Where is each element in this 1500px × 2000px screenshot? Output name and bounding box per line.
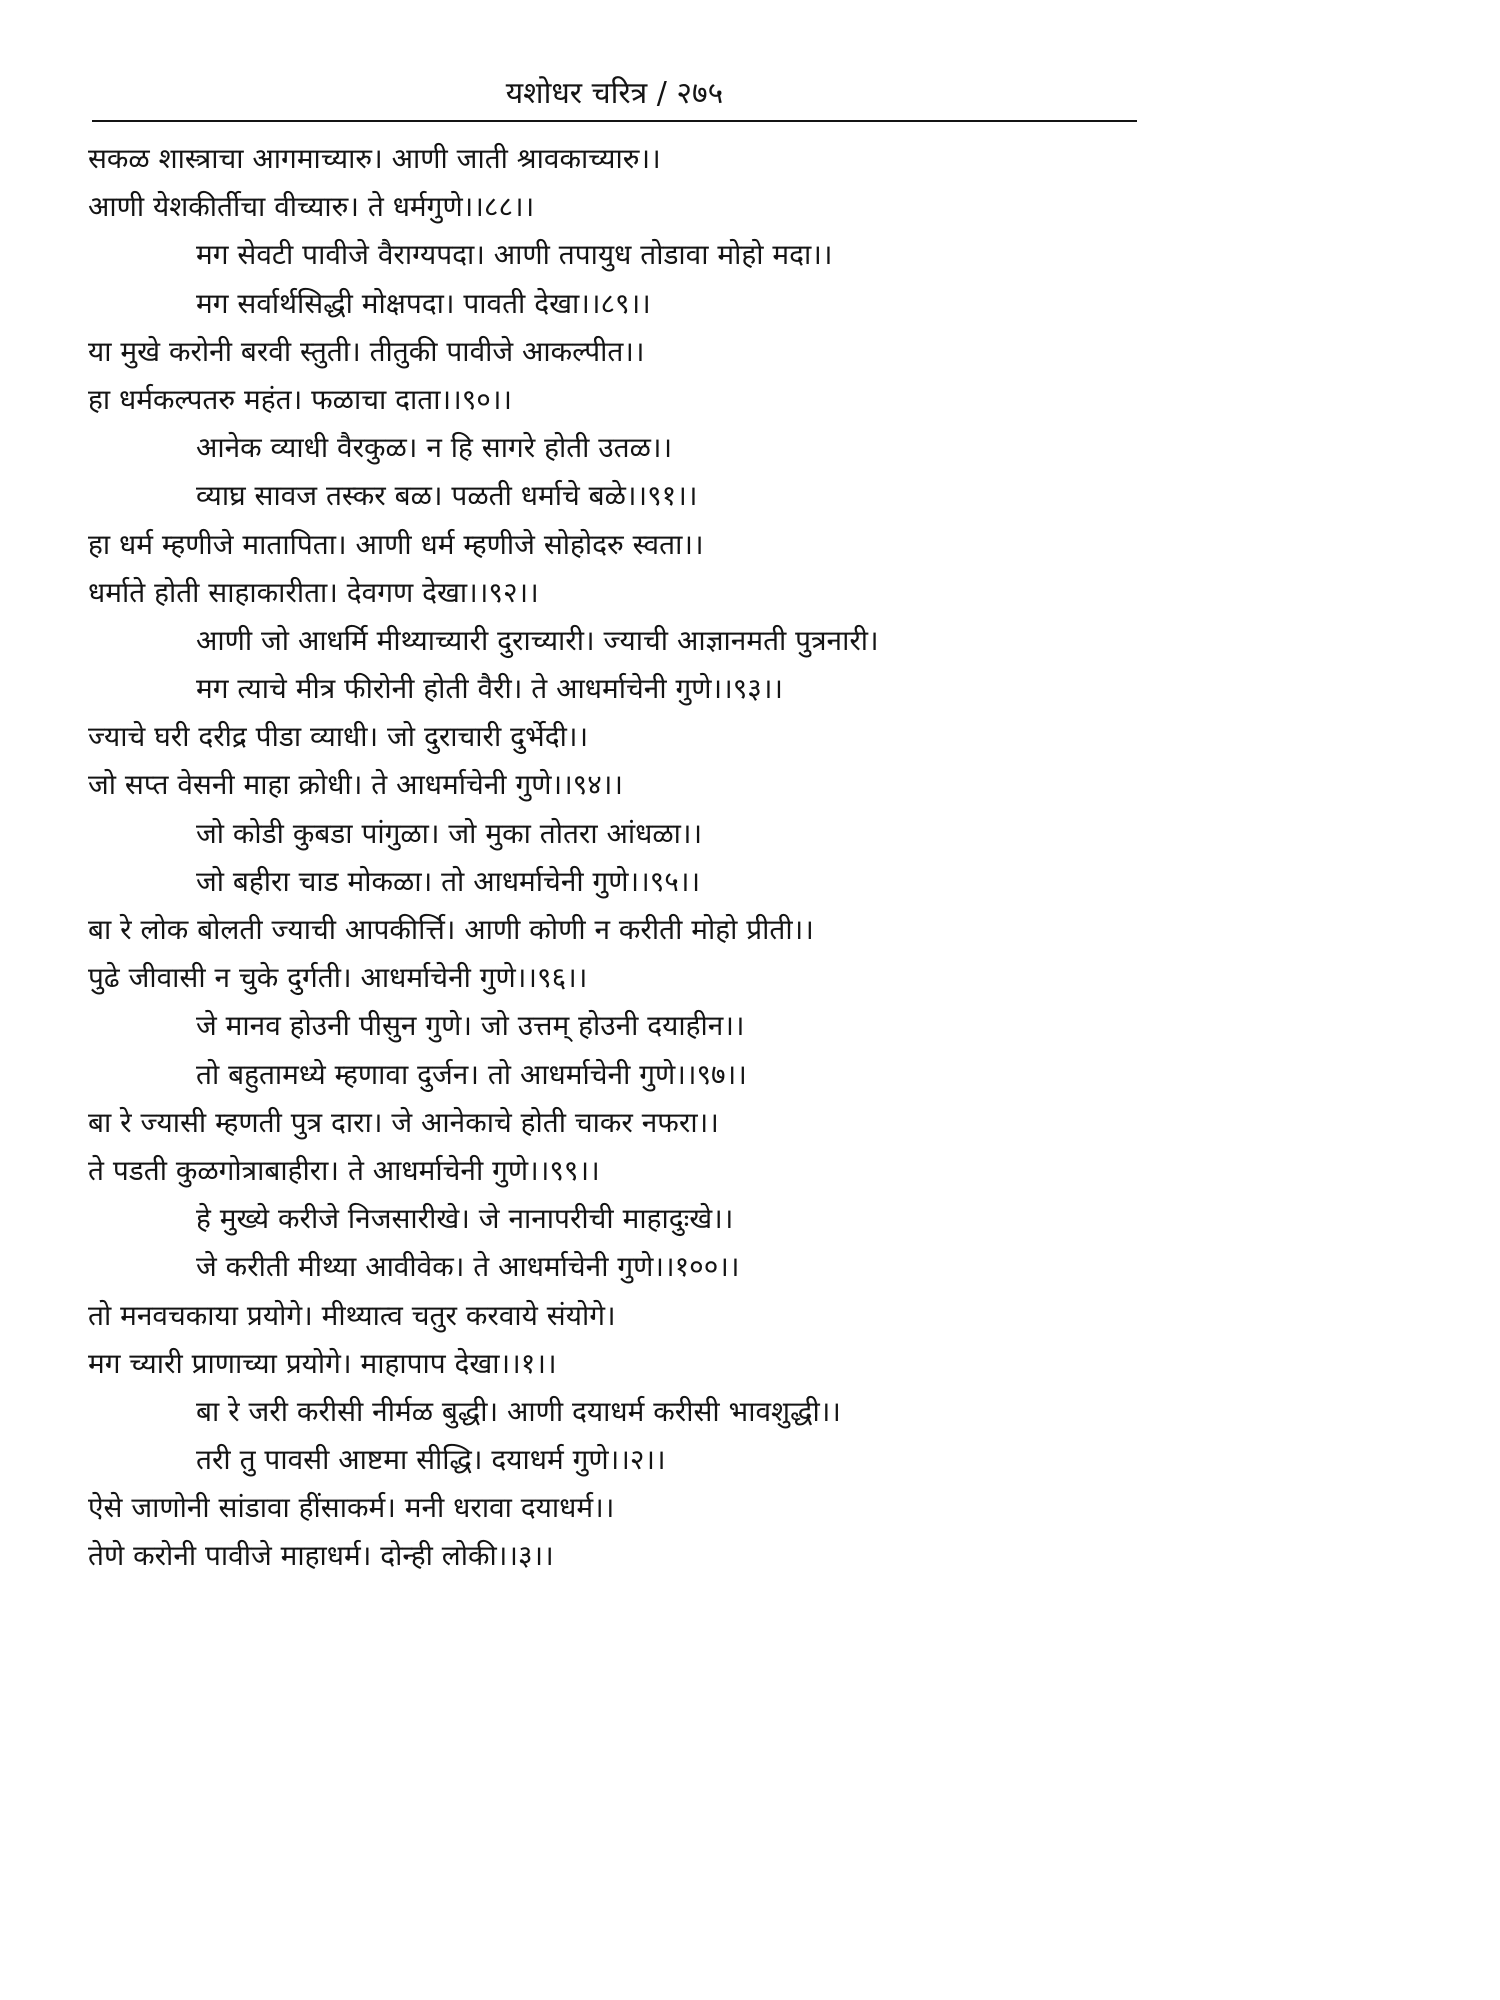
- verse-list: [88, 136, 1168, 1582]
- running-title: यशोधर चरित्र / २७५: [505, 76, 724, 111]
- verse-line: मग त्याचे मीत्र फीरोनी होती वैरी। ते आधर्माचेनी गुणे।।९३।।: [196, 672, 784, 706]
- verse-line: ज्याचे घरी दरीद्र पीडा व्याधी। जो दुराचारी दुर्भेदी।।: [88, 720, 589, 754]
- verse-line: जे करीती मीथ्या आवीवेक। ते आधर्माचेनी गुणे।।१००।।: [196, 1250, 740, 1284]
- verse-line: तेणे करोनी पावीजे माहाधर्म। दोन्ही लोकी।।३।।: [88, 1539, 554, 1573]
- verse-line: हे मुख्ये करीजे निजसारीखे। जे नानापरीची माहादुःखे।।: [196, 1202, 734, 1236]
- running-head: [92, 70, 1137, 122]
- verse-line: तो मनवचकाया प्रयोगे। मीथ्यात्व चतुर करवाये संयोगे।: [88, 1298, 616, 1332]
- verse-line: ते पडती कुळगोत्राबाहीरा। ते आधर्माचेनी गुणे।।९९।।: [88, 1153, 600, 1187]
- verse-line: बा रे ज्यासी म्हणती पुत्र दारा। जे आनेकाचे होती चाकर नफरा।।: [88, 1105, 719, 1139]
- verse-line: हा धर्म म्हणीजे मातापिता। आणी धर्म म्हणीजे सोहोदरु स्वता।।: [88, 527, 704, 561]
- verse-line: धर्माते होती साहाकारीता। देवगण देखा।।९२।।: [88, 575, 539, 609]
- verse-line: आणी येशकीर्तीचा वीच्यारु। ते धर्मगुणे।।८८।।: [88, 190, 535, 224]
- verse-line: आणी जो आधर्मि मीथ्याच्यारी दुराच्यारी। ज्याची आज्ञानमती पुत्रनारी।: [196, 623, 879, 657]
- verse-line: व्याघ्र सावज तस्कर बळ। पळती धर्माचे बळे।।९१।।: [196, 479, 698, 513]
- verse-line: ऐसे जाणोनी सांडावा हींसाकर्म। मनी धरावा दयाधर्म।।: [88, 1491, 615, 1525]
- verse-line: मग सेवटी पावीजे वैराग्यपदा। आणी तपायुध तोडावा मोहो मदा।।: [196, 238, 833, 272]
- verse-line: बा रे लोक बोलती ज्याची आपकीर्त्ति। आणी कोणी न करीती मोहो प्रीती।।: [88, 913, 814, 946]
- verse-line: जो बहीरा चाड मोकळा। तो आधर्माचेनी गुणे।।९५।।: [196, 864, 701, 898]
- verse-line: जो कोडी कुबडा पांगुळा। जो मुका तोतरा आंधळा।।: [196, 816, 703, 850]
- verse-line: आनेक व्याधी वैरकुळ। न हि सागरे होती उतळ।।: [196, 431, 673, 465]
- verse-line: मग सर्वार्थसिद्धी मोक्षपदा। पावती देखा।।८९।।: [196, 286, 651, 320]
- verse-line: या मुखे करोनी बरवी स्तुती। तीतुकी पावीजे आकल्पीत।।: [88, 334, 645, 368]
- verse-line: जो सप्त वेसनी माहा क्रोधी। ते आधर्माचेनी गुणे।।९४।।: [88, 768, 624, 802]
- verse-line: तो बहुतामध्ये म्हणावा दुर्जन। तो आधर्माचेनी गुणे।।९७।।: [196, 1057, 747, 1091]
- verse-line: तरी तु पावसी आष्टमा सीद्धि। दयाधर्म गुणे।।२।।: [196, 1443, 666, 1477]
- verse-line: मग च्यारी प्राणाच्या प्रयोगे। माहापाप देखा।।१।।: [88, 1346, 557, 1380]
- header-rule: [92, 120, 1137, 122]
- verse-line: हा धर्मकल्पतरु महंत। फळाचा दाता।।९०।।: [88, 382, 513, 416]
- verse-line: बा रे जरी करीसी नीर्मळ बुद्धी। आणी दयाधर्म करीसी भावशुद्धी।।: [196, 1394, 841, 1428]
- verse-line: सकळ शास्त्राचा आगमाच्यारु। आणी जाती श्रावकाच्यारु।।: [88, 142, 661, 175]
- verse-line: पुढे जीवासी न चुके दुर्गती। आधर्माचेनी गुणे।।९६।।: [88, 961, 588, 995]
- verse-line: जे मानव होउनी पीसुन गुणे। जो उत्तम् होउनी दयाहीन।।: [196, 1009, 745, 1043]
